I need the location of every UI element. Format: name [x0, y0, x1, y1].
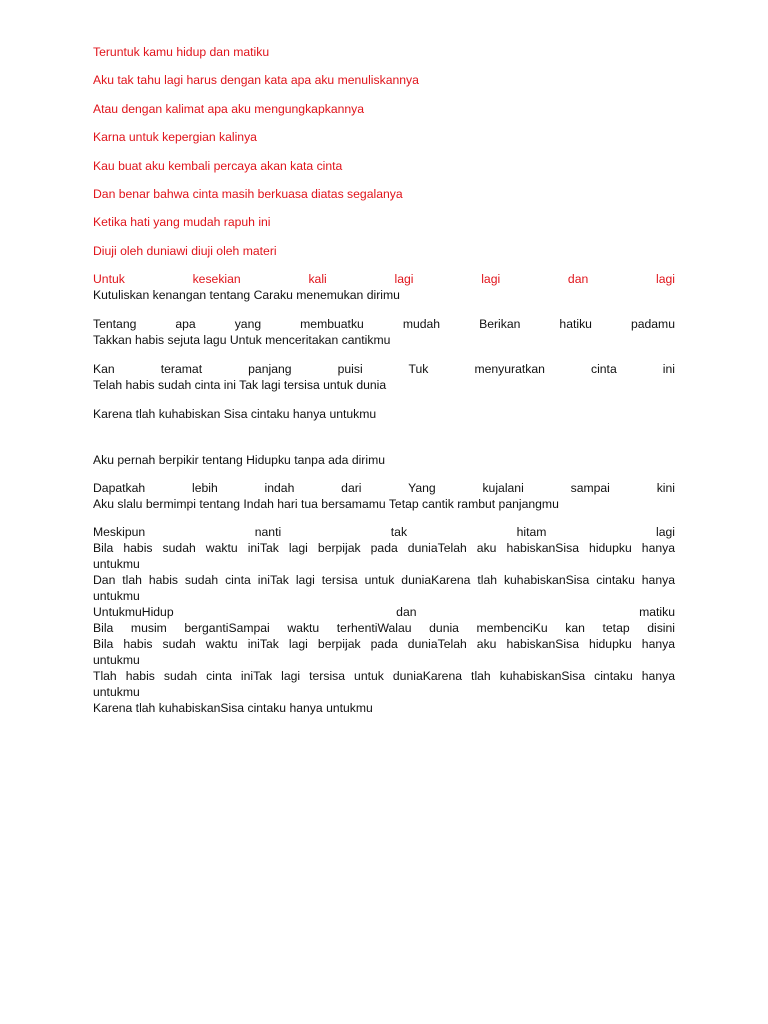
- lyric-line: Dapatkah lebih indah dari Yang kujalani sampai kini: [93, 481, 675, 495]
- lyric-line: Tentang apa yang membuatku mudah Berikan hatiku padamu: [93, 317, 675, 331]
- lyric-paragraph: [93, 361, 675, 393]
- lyric-line: Karena tlah kuhabiskan Sisa cintaku hanya untukmu: [93, 407, 377, 421]
- lyric-line: untukmu: [93, 653, 140, 667]
- lyric-line: Untuk kesekian kali lagi lagi dan lagi: [93, 272, 675, 286]
- lyric-paragraph: [93, 480, 675, 512]
- lyric-line: Kutuliskan kenangan tentang Caraku menemukan dirimu: [93, 288, 400, 302]
- lyric-line: Dan benar bahwa cinta masih berkuasa diatas segalanya: [93, 187, 403, 201]
- lyric-line: Atau dengan kalimat apa aku mengungkapkannya: [93, 102, 365, 116]
- lyric-line: Meskipun nanti tak hitam lagi: [93, 525, 675, 539]
- lyric-line: Kan teramat panjang puisi Tuk menyuratkan cinta ini: [93, 362, 675, 376]
- lyric-line: Aku tak tahu lagi harus dengan kata apa aku menuliskannya: [93, 73, 419, 87]
- lyric-line: Bila habis sudah waktu iniTak lagi berpijak pada duniaTelah aku habiskanSisa hidupku hanya: [93, 541, 675, 555]
- lyric-line: Dan tlah habis sudah cinta iniTak lagi tersisa untuk duniaKarena tlah kuhabiskanSisa cintaku hanya: [93, 573, 675, 587]
- lyric-line: Teruntuk kamu hidup dan matiku: [93, 45, 270, 59]
- lyric-line: Bila musim bergantiSampai waktu terhentiWalau dunia membenciKu kan tetap disini: [93, 621, 675, 635]
- lyric-line: Takkan habis sejuta lagu Untuk menceritakan cantikmu: [93, 333, 391, 347]
- lyric-line: Kau buat aku kembali percaya akan kata cinta: [93, 159, 343, 173]
- lyric-line: Diuji oleh duniawi diuji oleh materi: [93, 244, 277, 258]
- lyric-line: Karena tlah kuhabiskanSisa cintaku hanya untukmu: [93, 701, 373, 715]
- lyric-line: Telah habis sudah cinta ini Tak lagi tersisa untuk dunia: [93, 378, 387, 392]
- lyric-line: Ketika hati yang mudah rapuh ini: [93, 215, 271, 229]
- lyric-paragraph: [93, 316, 675, 348]
- lyric-line: untukmu: [93, 589, 140, 603]
- lyric-line: UntukmuHidup dan matiku: [93, 605, 675, 619]
- lyric-line: untukmu: [93, 685, 140, 699]
- lyric-line: Bila habis sudah waktu iniTak lagi berpijak pada duniaTelah aku habiskanSisa hidupku hanya: [93, 637, 675, 651]
- lyric-paragraph: [93, 524, 675, 716]
- lyric-line: untukmu: [93, 557, 140, 571]
- lyric-line: Aku pernah berpikir tentang Hidupku tanpa ada dirimu: [93, 453, 386, 467]
- lyric-line: Tlah habis sudah cinta iniTak lagi tersisa untuk duniaKarena tlah kuhabiskanSisa cintaku hanya: [93, 669, 675, 683]
- lyric-line: Aku slalu bermimpi tentang Indah hari tua bersamamu Tetap cantik rambut panjangmu: [93, 497, 559, 511]
- lyric-paragraph: [93, 271, 675, 303]
- lyric-line: Karna untuk kepergian kalinya: [93, 130, 257, 144]
